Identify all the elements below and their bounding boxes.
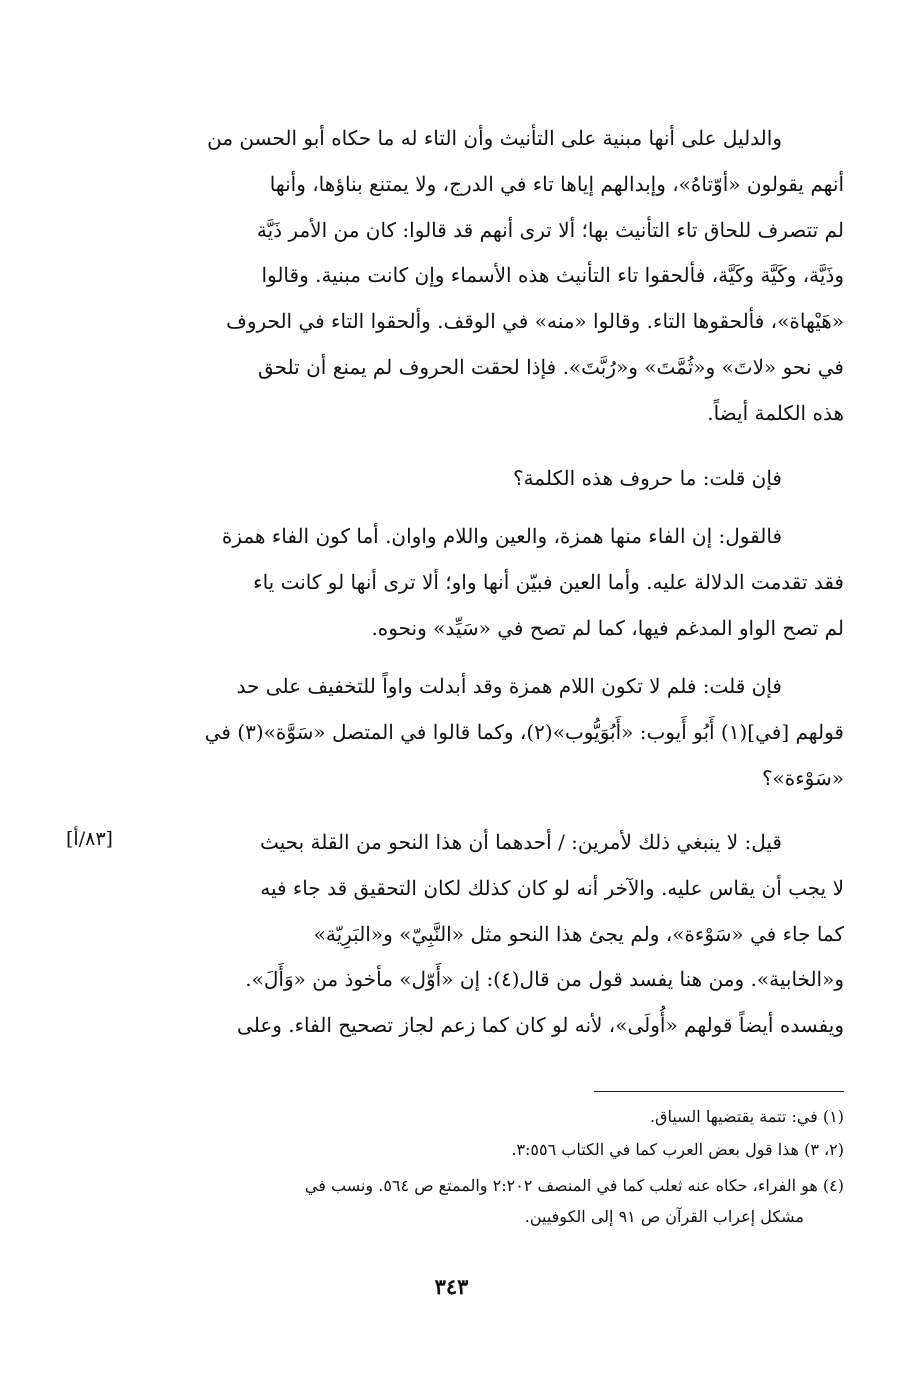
text-line: «هَيْهاة»، فألحقوها التاء. وقالوا «منه» في الوقف. وألحقوا التاء في الحروف xyxy=(226,309,844,334)
text-line: فالقول: إن الفاء منها همزة، والعين واللام واوان. أما كون الفاء همزة xyxy=(221,524,782,548)
text-line: لم تتصرف للحاق تاء التأنيث بها؛ ألا ترى أنهم قد قالوا: كان من الأمر ذَيَّة xyxy=(256,217,844,242)
paragraph-3 xyxy=(152,514,844,651)
footnote-2 xyxy=(150,1134,844,1165)
text-line: في نحو «لاتَ» و«ثُمَّتَ» و«رُبَّتَ». فإذا لحقت الحروف لم يمنع أن تلحق xyxy=(257,354,844,379)
text-line: «سَوْءة»؟ xyxy=(761,765,844,790)
footnote-line: (٤) هو الفراء، حكاه عنه ثعلب كما في المنصف ٢:٢٠٢ والممتع ص ٥٦٤. ونسب في xyxy=(304,1176,844,1195)
text-line: فقد تقدمت الدلالة عليه. وأما العين فبيّن أنها واو؛ ألا ترى أنها لو كانت ياء xyxy=(253,569,844,594)
text-line: لا يجب أن يقاس عليه. والآخر أنه لو كان كذلك لكان التحقيق قد جاء فيه xyxy=(260,875,844,900)
text-line: وذَيَّة، وكَيَّة وكَيَّة، فألحقوا تاء التأنيث هذه الأسماء وإن كانت مبنية. وقالوا xyxy=(261,263,844,288)
text-line: ويفسده أيضاً قولهم «أُولَى»، لأنه لو كان كما زعم لجاز تصحيح الفاء. وعلى xyxy=(237,1013,844,1038)
text-line: كما جاء في «سَوْءة»، ولم يجئ هذا النحو مثل «النَّبِيّ» و«البَرِيّة» xyxy=(313,921,844,946)
paragraph-2 xyxy=(152,456,844,502)
text-line: لم تصح الواو المدغم فيها، كما لم تصح في «سَيِّد» ونحوه. xyxy=(371,615,844,640)
footnote-line: (١) في: تتمة يقتضيها السياق. xyxy=(649,1107,844,1126)
text-line: والدليل على أنها مبنية على التأنيث وأن التاء له ما حكاه أبو الحسن من xyxy=(207,126,782,150)
footnote-1 xyxy=(150,1101,844,1132)
footnote-divider xyxy=(594,1091,844,1092)
footnote-line: مشكل إعراب القرآن ص ٩١ إلى الكوفيين. xyxy=(524,1207,804,1226)
text-line: قولهم [في](١) أَبُو أَيوب: «أَبُوَيُّوب»(٢)، وكما قالوا في المتصل «سَوَّة»(٣) في xyxy=(204,719,844,744)
paragraph-5 xyxy=(152,820,844,1049)
text-line: أنهم يقولون «أوّتاهُ»، وإبدالهم إياها تاء في الدرج، ولا يمتنع بناؤها، وأنها xyxy=(269,171,844,196)
footnote-line: (٢، ٣) هذا قول بعض العرب كما في الكتاب ٣:٥٥٦. xyxy=(511,1140,844,1159)
paragraph-4 xyxy=(152,664,844,801)
footnote-4 xyxy=(150,1170,844,1232)
text-line: و«الخابية». ومن هنا يفسد قول من قال(٤): إن «أَوّل» مأخوذ من «وَأَلَ». xyxy=(245,967,844,992)
paragraph-1 xyxy=(152,116,844,437)
text-line: فإن قلت: ما حروف هذه الكلمة؟ xyxy=(512,466,782,490)
manuscript-folio-note: [٨٣/أ] xyxy=(66,828,113,850)
text-line: هذه الكلمة أيضاً. xyxy=(707,400,844,425)
text-line: فإن قلت: فلم لا تكون اللام همزة وقد أبدلت واواً للتخفيف على حد xyxy=(236,674,782,698)
text-line: قيل: لا ينبغي ذلك لأمرين: / أحدهما أن هذا النحو من القلة بحيث xyxy=(259,830,782,854)
page-number: ٣٤٣ xyxy=(434,1274,469,1299)
